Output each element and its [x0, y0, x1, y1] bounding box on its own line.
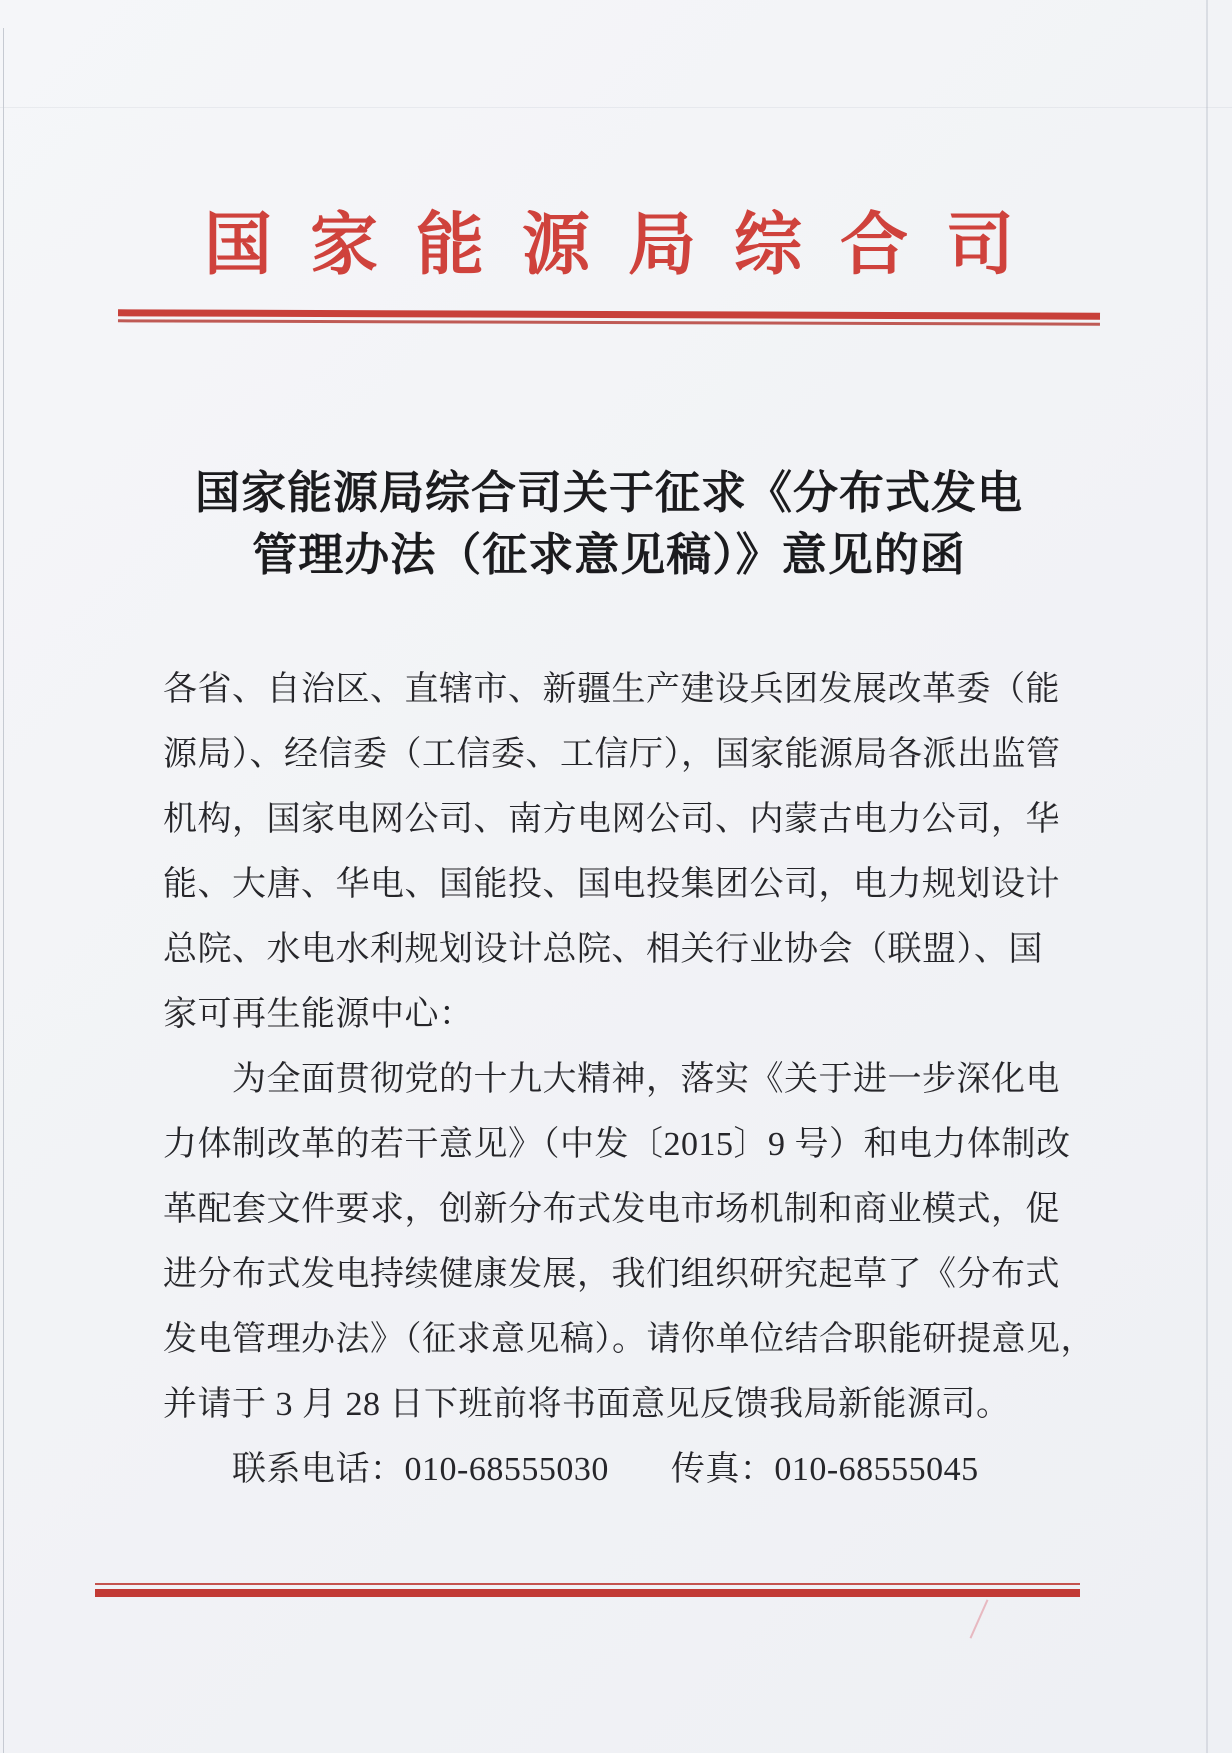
footer-divider: [95, 1583, 1080, 1597]
phone-label: 联系电话：: [232, 1451, 405, 1488]
body-line: 力体制改革的若干意见》（中发〔2015〕9 号）和电力体制改: [163, 1126, 1071, 1163]
body-line: 各省、自治区、直辖市、新疆生产建设兵团发展改革委（能: [163, 671, 1060, 708]
body-line: 总院、水电水利规划设计总院、相关行业协会（联盟）、国: [163, 931, 1043, 968]
pen-mark-artifact: [970, 1599, 989, 1638]
fax-label: 传真：: [670, 1451, 775, 1488]
divider-thick-line: [95, 1589, 1080, 1597]
body-line: 发电管理办法》（征求意见稿）。请你单位结合职能研提意见，: [163, 1321, 1095, 1358]
body-line: 进分布式发电持续健康发展，我们组织研究起草了《分布式: [163, 1256, 1060, 1293]
body-line: 革配套文件要求，创新分布式发电市场机制和商业模式，促: [163, 1191, 1060, 1228]
scan-edge-left-artifact: [3, 28, 4, 1753]
letterhead-divider: [118, 309, 1100, 325]
body-line: 机构，国家电网公司、南方电网公司、内蒙古电力公司，华: [163, 801, 1060, 838]
body-line: 并请于 3 月 28 日下班前将书面意见反馈我局新能源司。: [163, 1386, 1011, 1423]
phone-number: 010-68555030: [404, 1451, 609, 1488]
contact-line: [163, 1437, 1093, 1502]
scan-edge-right-artifact: [1206, 0, 1208, 1753]
fax-number: 010-68555045: [774, 1451, 979, 1488]
letterhead-title: 国家能源局综合司: [203, 207, 1052, 283]
document-title-line2: 管理办法（征求意见稿）》意见的函: [252, 530, 966, 580]
body-line: 能、大唐、华电、国能投、国电投集团公司，电力规划设计: [163, 866, 1060, 903]
body-line: 家可再生能源中心：: [163, 996, 474, 1033]
document-title: [118, 462, 1100, 586]
document-title-line1: 国家能源局综合司关于征求《分布式发电: [194, 468, 1023, 518]
body-line: 为全面贯彻党的十九大精神，落实《关于进一步深化电: [232, 1061, 1060, 1098]
scan-crease-artifact: [0, 107, 1232, 108]
body-line: 源局）、经信委（工信委、工信厅），国家能源局各派出监管: [163, 736, 1061, 773]
letter-body: [163, 657, 1093, 1502]
